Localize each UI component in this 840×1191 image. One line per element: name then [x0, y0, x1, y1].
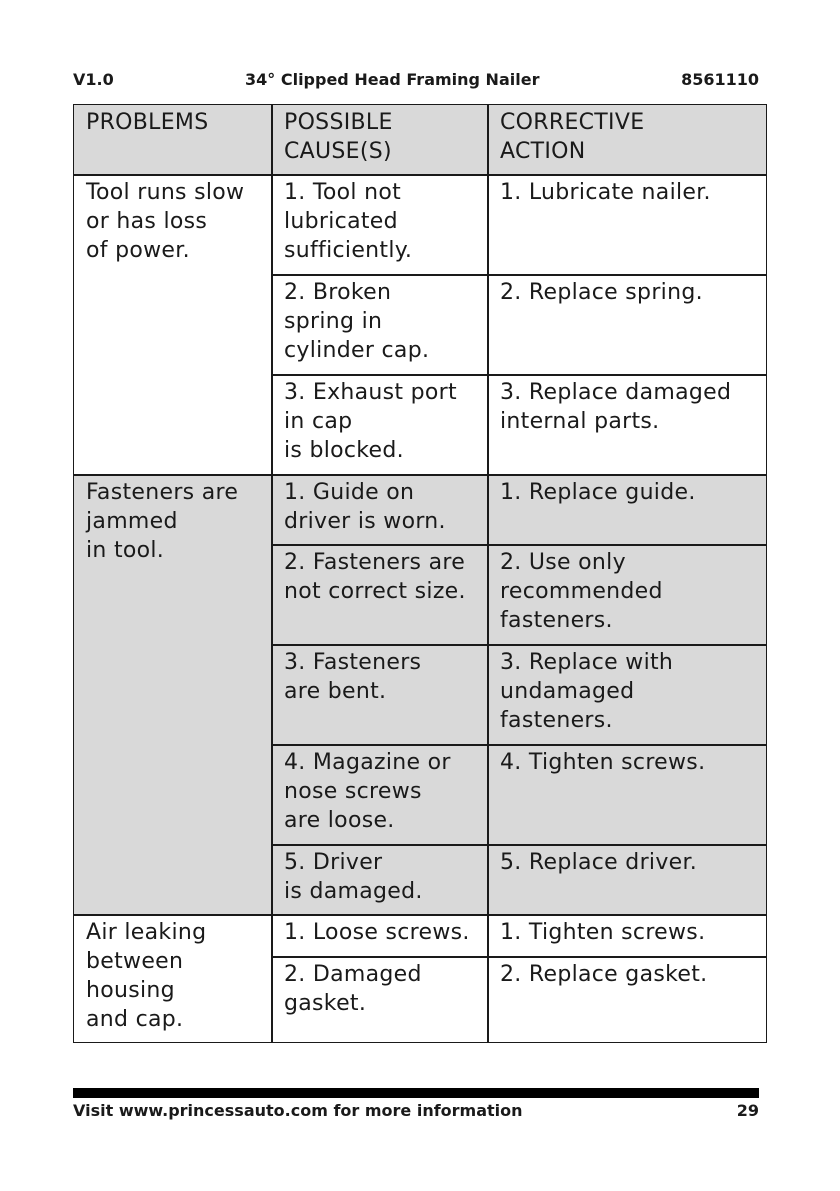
- row-divider: [74, 174, 766, 176]
- column-divider: [271, 105, 273, 1042]
- column-divider: [487, 105, 489, 1042]
- row-divider: [272, 274, 766, 276]
- row-divider: [272, 374, 766, 376]
- cause-cell: 3. Exhaust port in cap is blocked.: [284, 380, 457, 463]
- row-divider: [272, 844, 766, 846]
- column-header-action: CORRECTIVE ACTION: [488, 105, 766, 175]
- action-cell: 3. Replace damaged internal parts.: [500, 380, 732, 434]
- action-cell: 3. Replace with undamaged fasteners.: [488, 645, 766, 745]
- cause-cell: 1. Guide on driver is worn.: [272, 475, 488, 545]
- problem-cell: Fasteners are jammed in tool.: [74, 475, 272, 915]
- footer-rule: [73, 1088, 759, 1098]
- action-cell: 1. Lubricate nailer.: [500, 180, 711, 205]
- cause-cell: 2. Damaged gasket.: [284, 962, 422, 1016]
- row-divider: [272, 956, 766, 958]
- cause-cell: 1. Tool not lubricated sufficiently.: [284, 180, 413, 263]
- row-divider: [272, 544, 766, 546]
- page-footer: [73, 1101, 759, 1123]
- footer-website-text: Visit www.princessauto.com for more information: [73, 1101, 523, 1120]
- page-header: [73, 70, 759, 92]
- action-cell: 4. Tighten screws.: [488, 745, 766, 845]
- problem-cell: Air leaking between housing and cap.: [86, 920, 207, 1032]
- row-divider: [272, 644, 766, 646]
- row-divider: [74, 914, 766, 916]
- column-header-causes: POSSIBLE CAUSE(S): [272, 105, 488, 175]
- action-cell: 2. Replace spring.: [500, 280, 703, 305]
- action-cell: 1. Replace guide.: [488, 475, 766, 545]
- page-number: 29: [736, 1101, 759, 1120]
- problem-cell: Tool runs slow or has loss of power.: [86, 180, 245, 263]
- action-cell: 5. Replace driver.: [488, 845, 766, 915]
- model-number: 8561110: [681, 70, 759, 89]
- action-cell: 2. Use only recommended fasteners.: [488, 545, 766, 645]
- cause-cell: 5. Driver is damaged.: [272, 845, 488, 915]
- action-cell: 1. Tighten screws.: [500, 920, 706, 945]
- cause-cell: 4. Magazine or nose screws are loose.: [272, 745, 488, 845]
- row-divider: [74, 474, 766, 476]
- row-divider: [272, 744, 766, 746]
- troubleshooting-table: [73, 104, 767, 1043]
- cause-cell: 2. Fasteners are not correct size.: [272, 545, 488, 645]
- column-header-problems: PROBLEMS: [74, 105, 272, 175]
- cause-cell: 3. Fasteners are bent.: [272, 645, 488, 745]
- cause-cell: 1. Loose screws.: [284, 920, 470, 945]
- version-label: V1.0: [73, 70, 114, 89]
- document-title: 34° Clipped Head Framing Nailer: [245, 70, 540, 89]
- action-cell: 2. Replace gasket.: [500, 962, 708, 987]
- cause-cell: 2. Broken spring in cylinder cap.: [284, 280, 430, 363]
